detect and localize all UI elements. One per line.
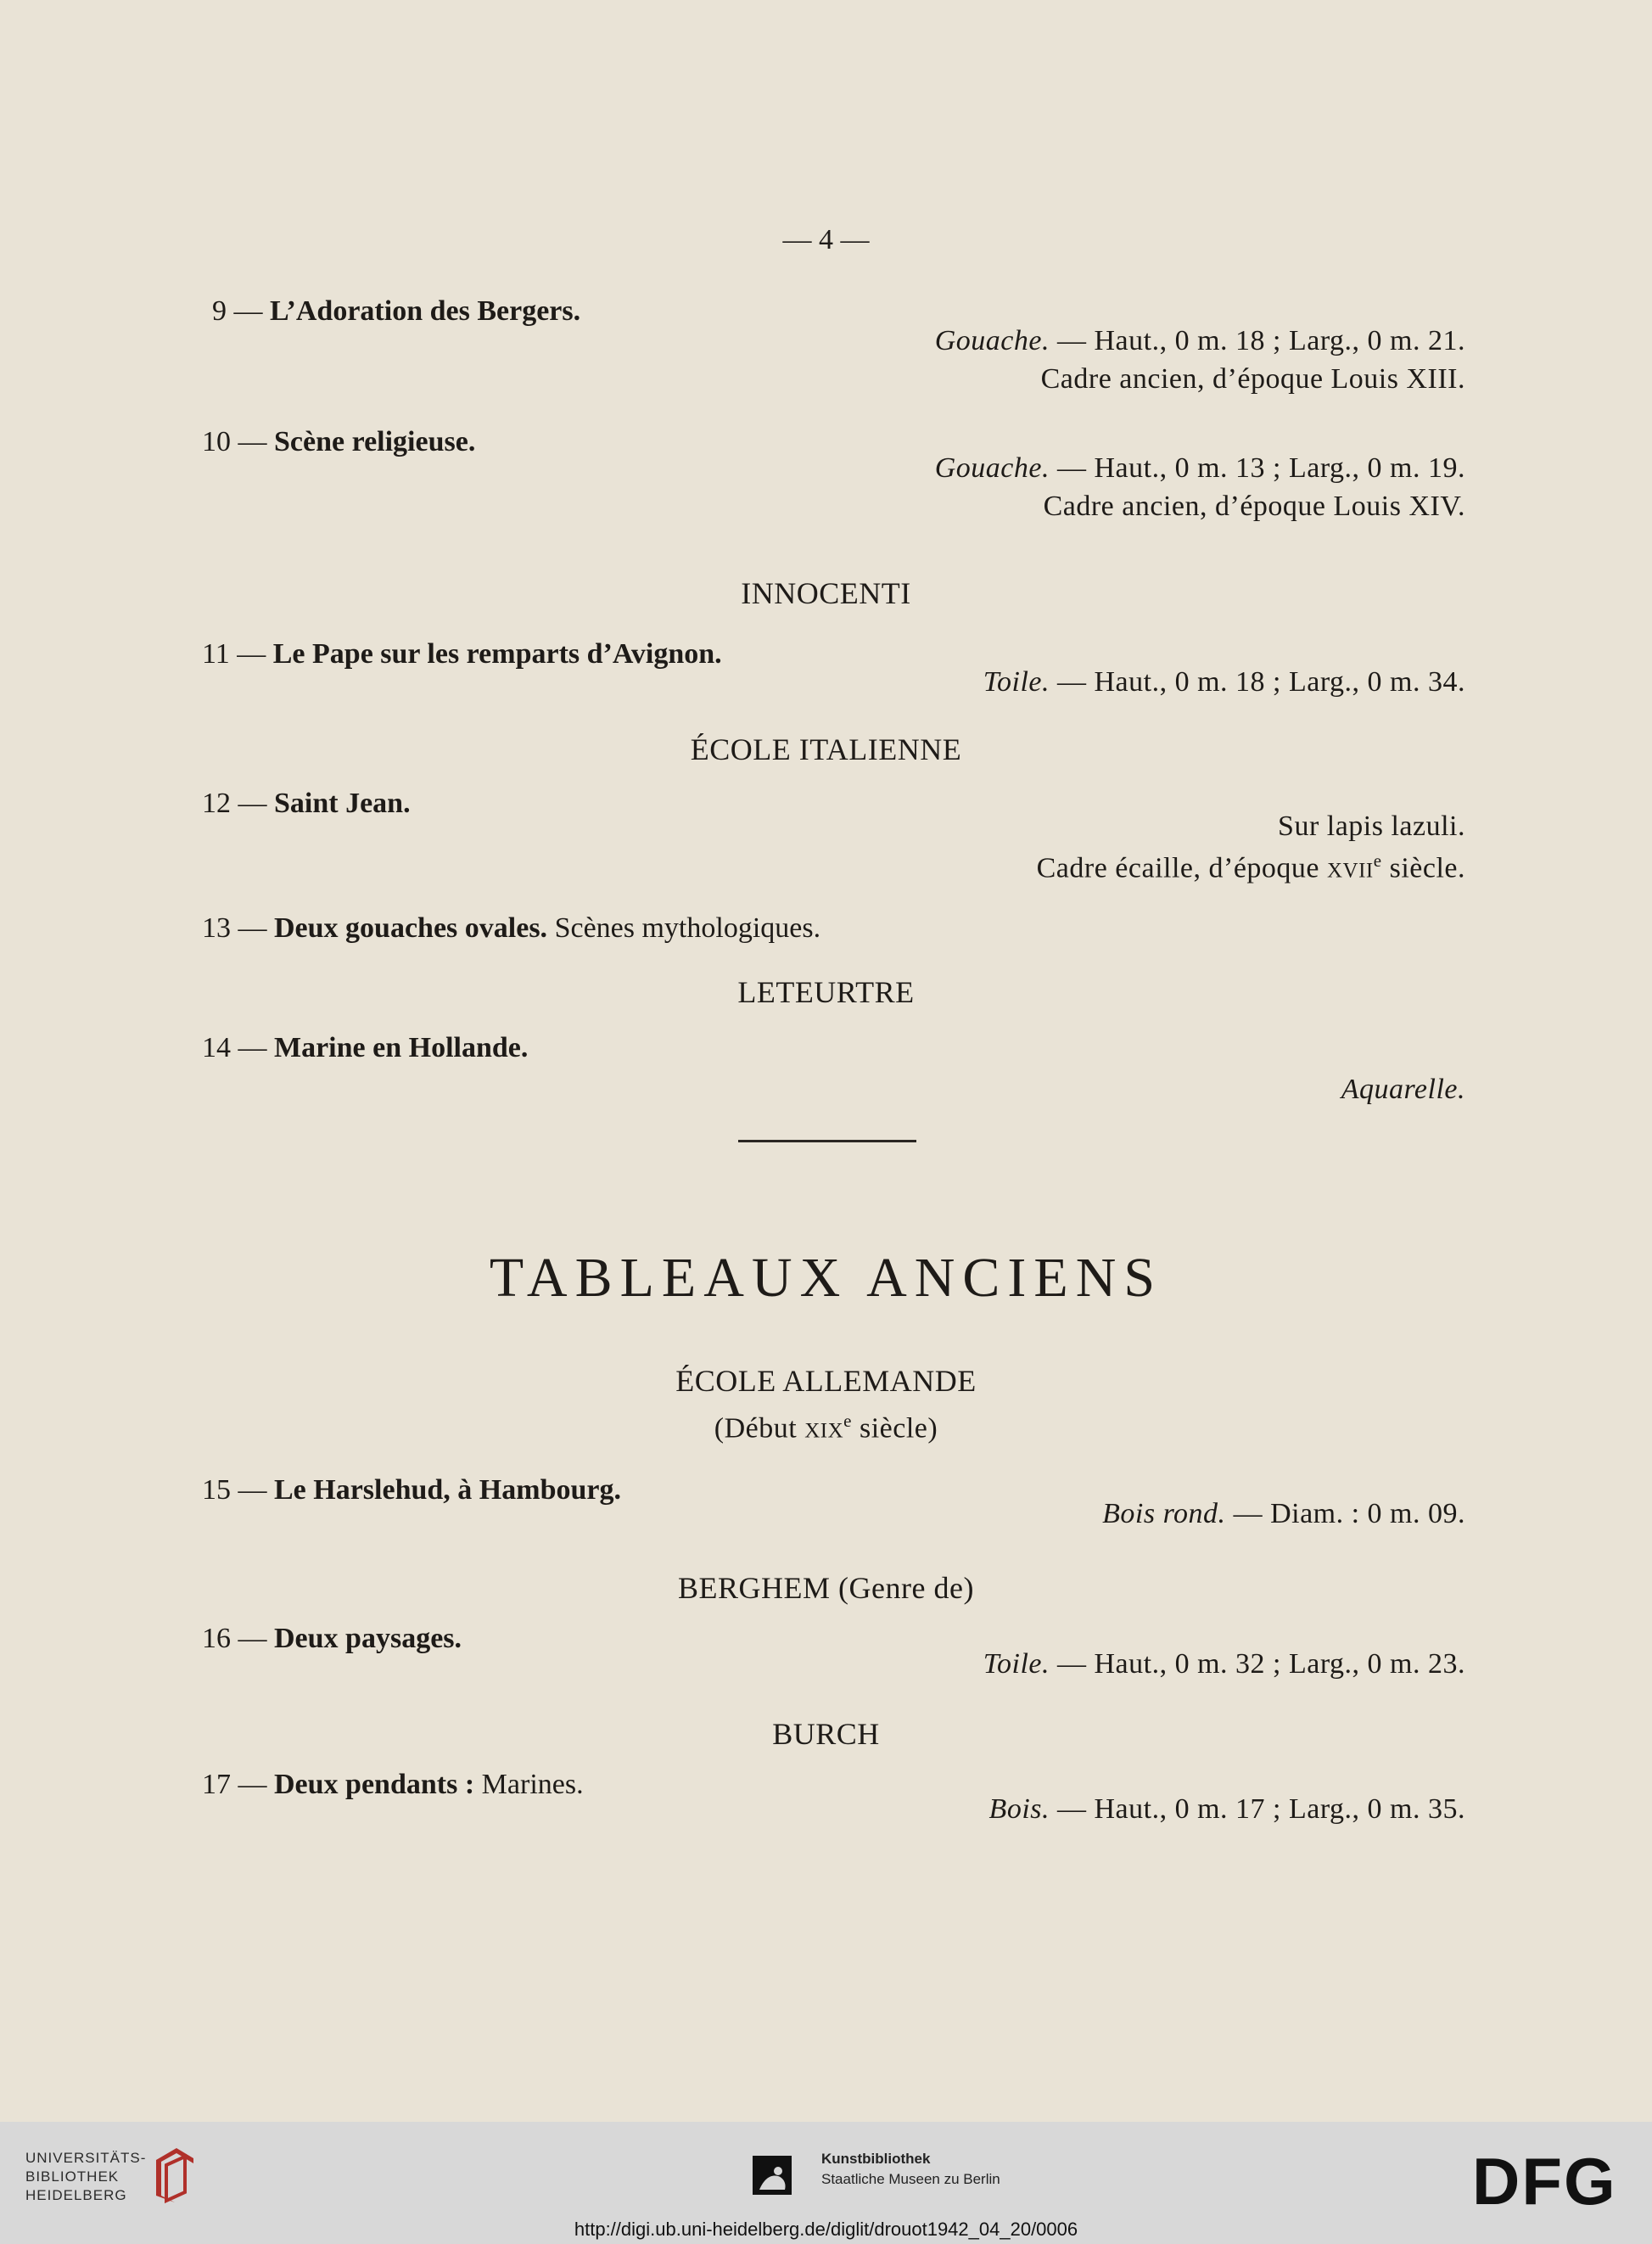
artist-heading: BERGHEM (Genre de) — [678, 1571, 974, 1605]
kb-subtitle: Staatliche Museen zu Berlin — [821, 2171, 1000, 2187]
entry-number: 9 — — [212, 295, 263, 327]
entry-number: 14 — — [202, 1032, 267, 1063]
kunstbibliothek-logo-icon — [753, 2156, 792, 2195]
kunstbibliothek-credit[interactable] — [821, 2149, 1000, 2190]
entry-title — [202, 1769, 584, 1801]
page-number: — 4 — — [782, 224, 870, 255]
entry-medium: Aquarelle. — [1341, 1074, 1465, 1105]
period-century: XIX — [804, 1419, 844, 1443]
entry-name: Deux pendants : — [274, 1769, 475, 1800]
period-sup: e — [843, 1411, 852, 1431]
entry-title — [202, 1032, 528, 1064]
entry-name: Le Pape sur les remparts d’Avignon. — [272, 638, 722, 670]
period-note — [0, 1411, 1652, 1445]
entry-frame: Cadre ancien, d’époque Louis XIV. — [1043, 491, 1465, 522]
entry-title — [202, 638, 722, 670]
period-text-end: siècle) — [851, 1412, 938, 1445]
entry-dimensions — [983, 666, 1465, 698]
school-heading: ÉCOLE ALLEMANDE — [675, 1364, 977, 1398]
entry-name: Saint Jean. — [274, 788, 411, 819]
kb-title: Kunstbibliothek — [821, 2151, 931, 2167]
entry-medium: Bois rond. — [1102, 1498, 1226, 1529]
entry-name: Deux paysages. — [274, 1623, 462, 1654]
section-title: TABLEAUX ANCIENS — [489, 1247, 1163, 1309]
artist-heading: INNOCENTI — [741, 576, 911, 610]
entry-name: Scène religieuse. — [274, 426, 476, 457]
entry-dims: — Haut., 0 m. 18 ; Larg., 0 m. 21. — [1050, 325, 1465, 356]
entry-name: Le Harslehud, à Hambourg. — [274, 1474, 621, 1506]
entry-dimensions — [1102, 1498, 1465, 1530]
entry-name: L’Adoration des Bergers. — [270, 295, 581, 327]
frame-century: XVII — [1327, 859, 1374, 883]
entry-medium: Toile. — [983, 666, 1050, 698]
source-url[interactable]: http://digi.ub.uni-heidelberg.de/diglit/drouot1942_04_20/0006 — [574, 2219, 1078, 2240]
school-heading: ÉCOLE ITALIENNE — [690, 732, 962, 766]
entry-title — [212, 295, 580, 328]
entry-medium: Bois. — [988, 1793, 1050, 1825]
entry-medium: Gouache. — [934, 325, 1050, 356]
entry-number: 17 — — [202, 1769, 267, 1800]
entry-number: 16 — — [202, 1623, 267, 1654]
entry-dimensions — [1341, 1074, 1465, 1106]
entry-dimensions — [935, 452, 1465, 485]
entry-number: 13 — — [202, 912, 267, 944]
frame-text-end: siècle. — [1381, 852, 1465, 884]
entry-dims: — Haut., 0 m. 17 ; Larg., 0 m. 35. — [1050, 1793, 1465, 1825]
entry-support: Sur lapis lazuli. — [1278, 811, 1465, 842]
logo-line: BIBLIOTHEK — [25, 2168, 120, 2185]
logo-line: HEIDELBERG — [25, 2187, 127, 2203]
entry-medium: Toile. — [983, 1648, 1050, 1680]
entry-dimensions — [989, 1793, 1465, 1826]
entry-number: 11 — — [202, 638, 266, 670]
heidelberg-library-logo[interactable] — [25, 2149, 146, 2205]
entry-dims: — Haut., 0 m. 32 ; Larg., 0 m. 23. — [1050, 1648, 1465, 1680]
entry-medium: Gouache. — [934, 452, 1050, 484]
artist-heading: BURCH — [772, 1717, 880, 1751]
frame-sup: e — [1373, 850, 1382, 871]
section-divider — [738, 1140, 916, 1142]
entry-description: Scènes mythologiques. — [547, 912, 821, 944]
period-text: (Début — [714, 1412, 805, 1445]
entry-number: 12 — — [202, 788, 267, 819]
entry-frame — [1037, 850, 1465, 884]
entry-title — [202, 912, 820, 945]
entry-title — [202, 426, 475, 458]
entry-name: Deux gouaches ovales. — [274, 912, 548, 944]
entry-dims: — Haut., 0 m. 13 ; Larg., 0 m. 19. — [1050, 452, 1465, 484]
entry-dims: — Haut., 0 m. 18 ; Larg., 0 m. 34. — [1050, 666, 1465, 698]
entry-title — [202, 1474, 621, 1506]
entry-frame: Cadre ancien, d’époque Louis XIII. — [1040, 363, 1465, 395]
entry-name: Marine en Hollande. — [274, 1032, 529, 1063]
entry-dimensions — [935, 325, 1465, 357]
entry-number: 10 — — [202, 426, 267, 457]
dfg-logo[interactable]: DFG — [1472, 2144, 1617, 2219]
artist-heading: LETEURTRE — [737, 975, 915, 1009]
entry-title — [202, 788, 411, 820]
heidelberg-emblem-icon — [151, 2143, 199, 2204]
entry-dims: — Diam. : 0 m. 09. — [1225, 1498, 1465, 1529]
entry-description: Marines. — [474, 1769, 584, 1800]
logo-line: UNIVERSITÄTS- — [25, 2150, 147, 2166]
entry-title — [202, 1623, 462, 1655]
entry-number: 15 — — [202, 1474, 267, 1506]
frame-text: Cadre écaille, d’époque — [1036, 852, 1327, 884]
entry-dimensions — [983, 1648, 1465, 1680]
